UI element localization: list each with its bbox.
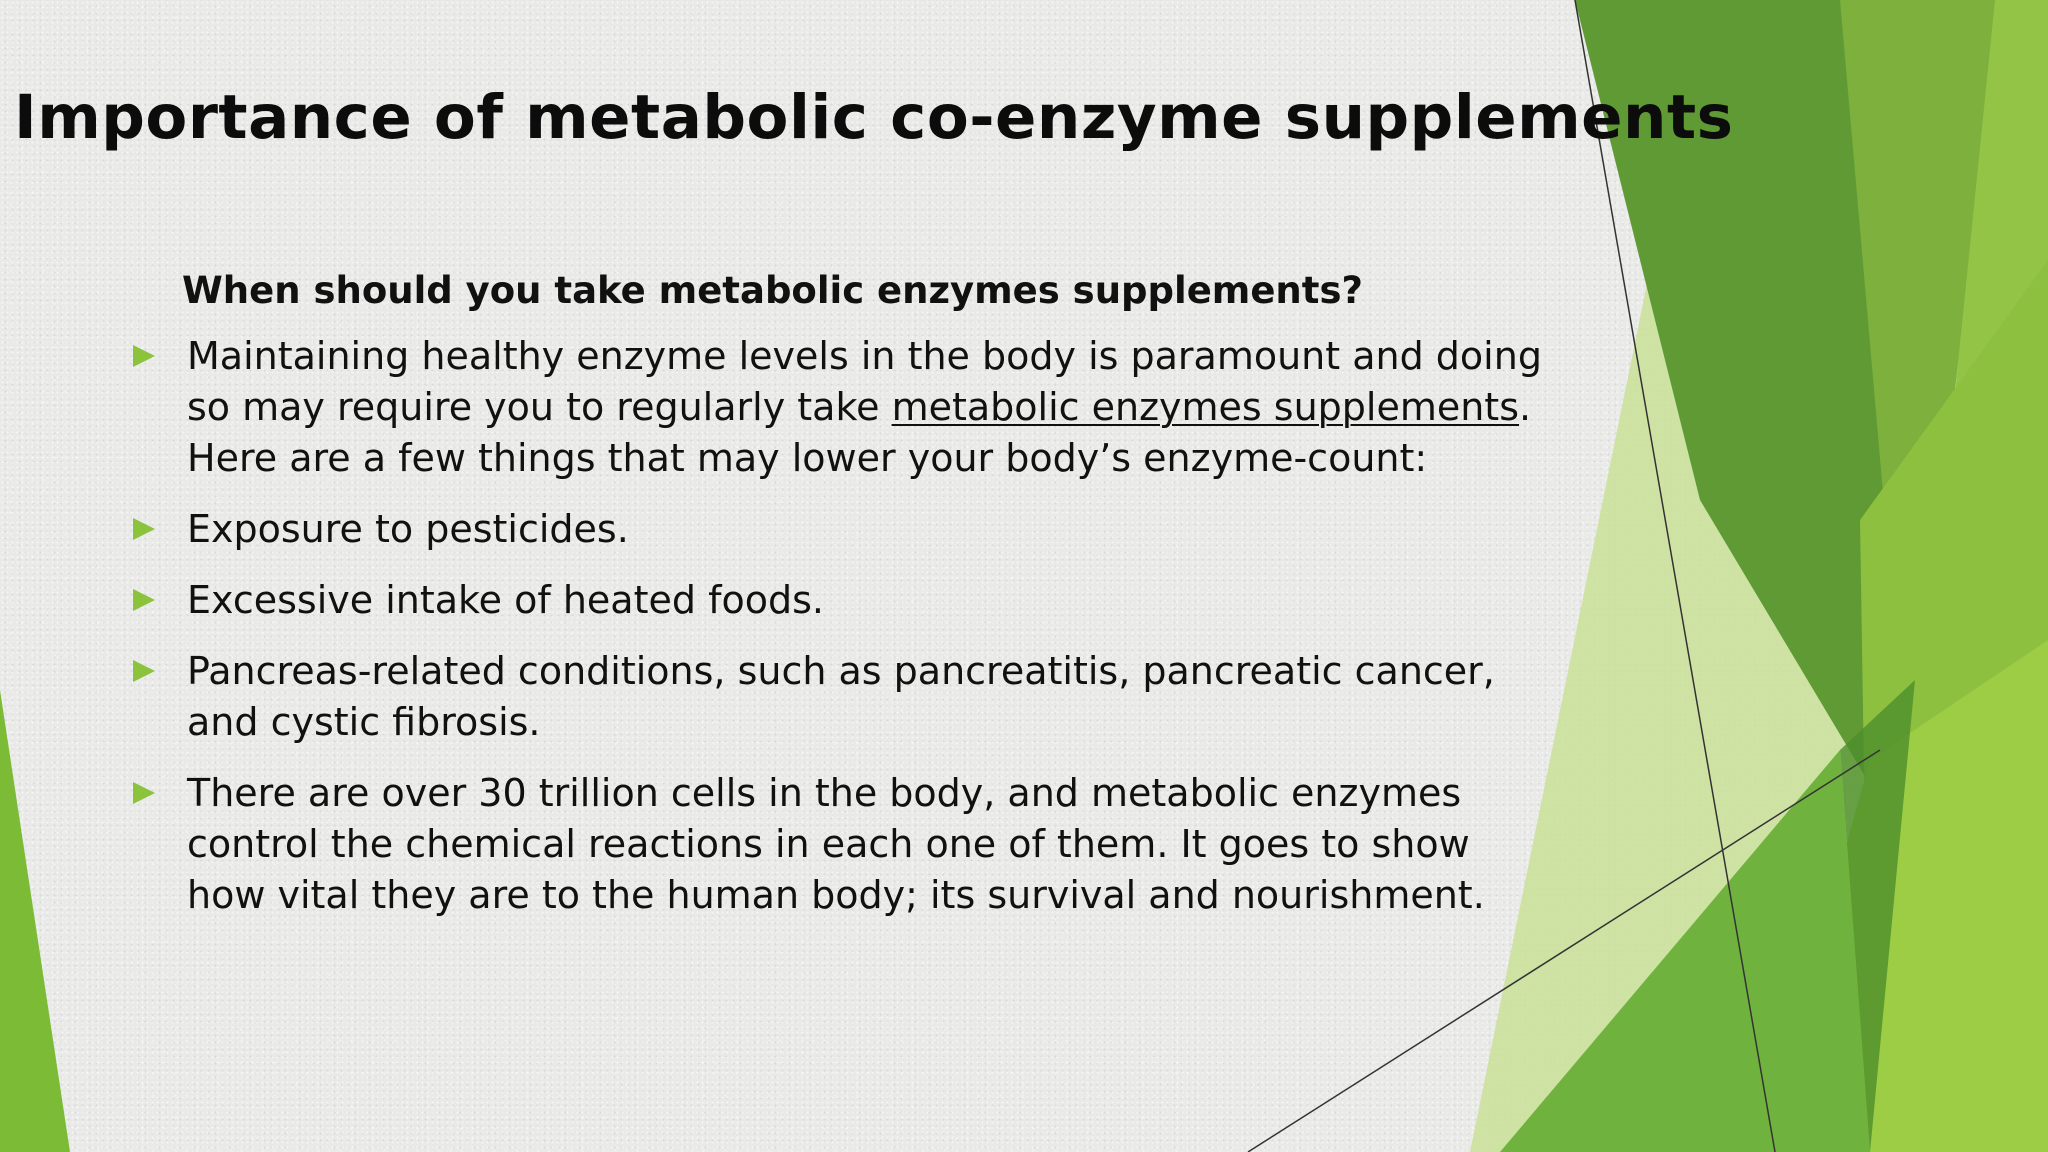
slide-title: Importance of metabolic co-enzyme supplements <box>14 82 1734 153</box>
bullet-line: Here are a few things that may lower your body’s enzyme-count: <box>187 436 1428 480</box>
triangle-bullet-icon <box>133 660 155 682</box>
bullet-line: how vital they are to the human body; its survival and nourishment. <box>187 873 1485 917</box>
bullet-line: Excessive intake of heated foods. <box>187 578 824 622</box>
section-heading: When should you take metabolic enzymes supplements? <box>182 269 1363 312</box>
supplements-link[interactable]: metabolic enzymes supplements <box>891 385 1520 429</box>
bullet-line: There are over 30 trillion cells in the body, and metabolic enzymes <box>187 771 1462 815</box>
bullet-line: Exposure to pesticides. <box>187 507 629 551</box>
triangle-bullet-icon <box>133 589 155 611</box>
left-green-shard <box>0 690 70 1152</box>
bullet-line: and cystic fibrosis. <box>187 700 541 744</box>
list-item <box>130 646 1637 748</box>
triangle-bullet-icon <box>133 782 155 804</box>
triangle-bullet-icon <box>133 518 155 540</box>
slide-body <box>130 265 1570 941</box>
bullet-line: Pancreas-related conditions, such as pancreatitis, pancreatic cancer, <box>187 649 1495 693</box>
list-item <box>130 504 1637 555</box>
list-item <box>130 331 1637 484</box>
bullet-line <box>187 382 1637 433</box>
bullet-line: control the chemical reactions in each one of them. It goes to show <box>187 822 1470 866</box>
list-item <box>130 768 1637 921</box>
bullet-line: Maintaining healthy enzyme levels in the body is paramount and doing <box>187 334 1542 378</box>
bullet-text: . <box>1519 385 1532 429</box>
list-item <box>130 575 1637 626</box>
bullet-list <box>130 331 1570 921</box>
triangle-bullet-icon <box>133 345 155 367</box>
bullet-text: so may require you to regularly take <box>187 385 892 429</box>
